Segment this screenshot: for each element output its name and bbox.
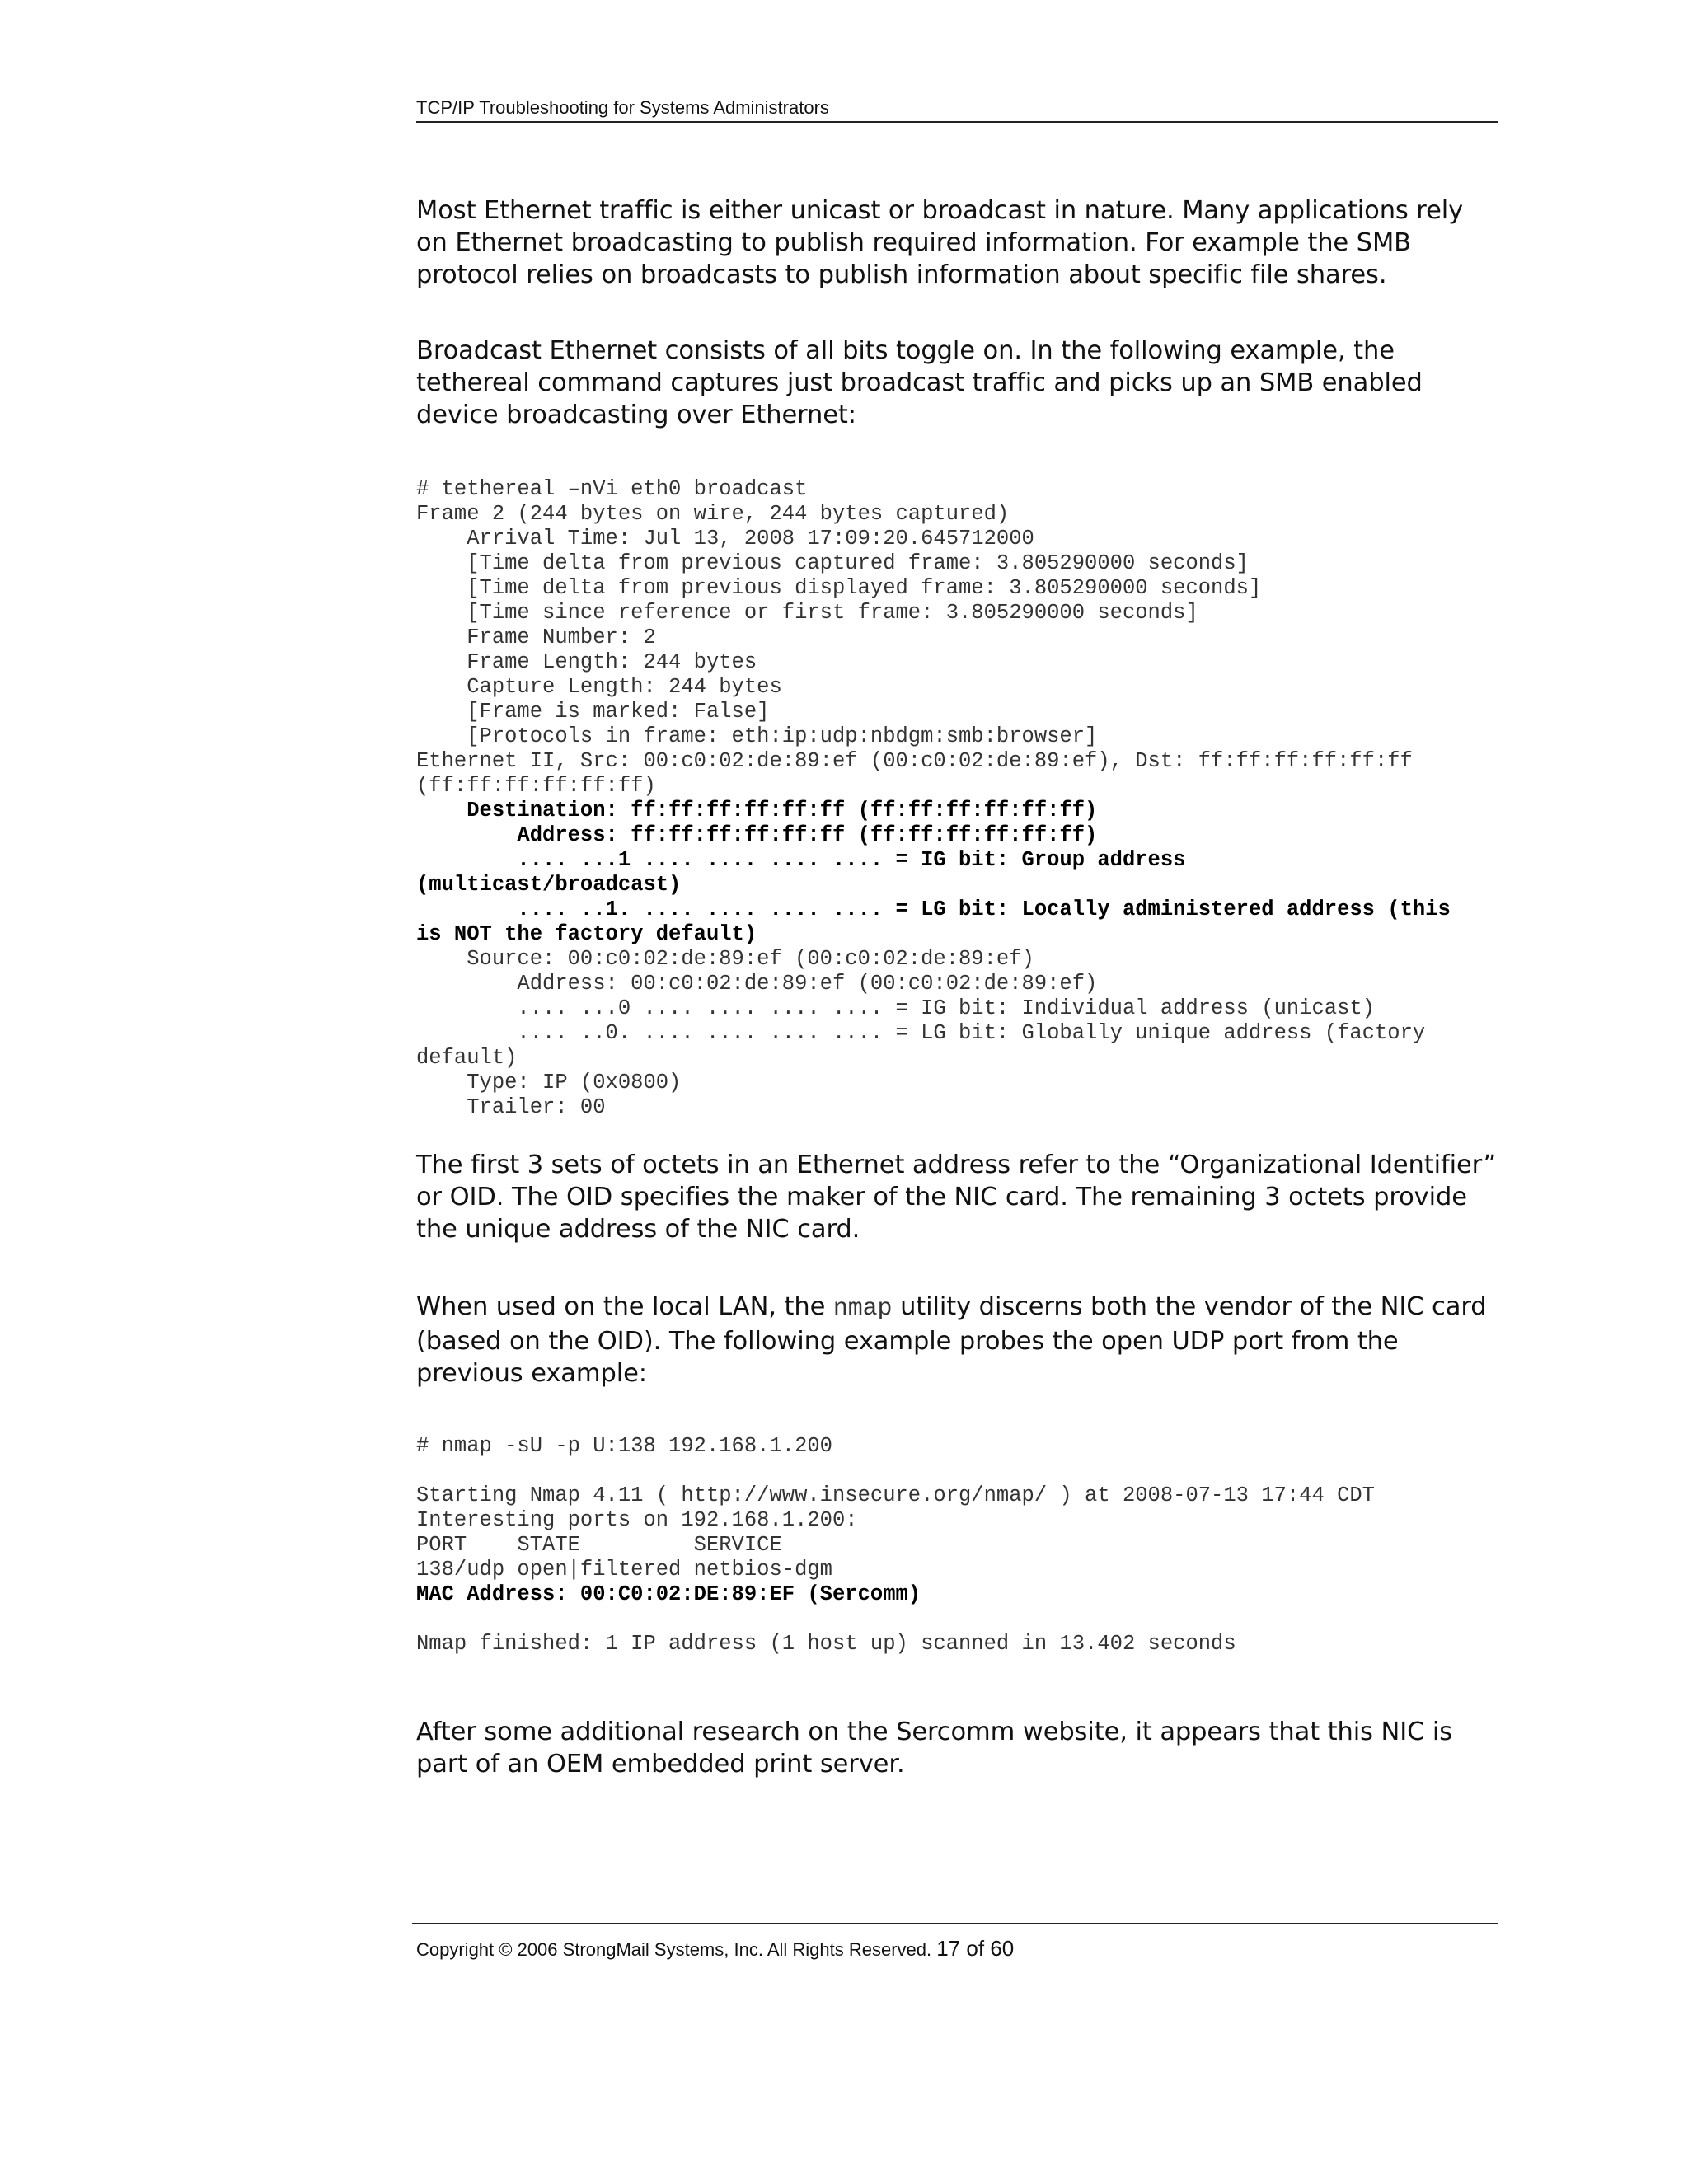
code-line: .... ...1 .... .... .... .... = IG bit: Group address	[416, 848, 1186, 872]
page-header	[416, 97, 1498, 123]
page-number: 17 of 60	[936, 1936, 1015, 1961]
code-line: Trailer: 00	[416, 1095, 606, 1119]
code-line: MAC Address: 00:C0:02:DE:89:EF (Sercomm)	[416, 1582, 921, 1606]
code-line: Arrival Time: Jul 13, 2008 17:09:20.645712000	[416, 527, 1034, 551]
paragraph-sercomm: After some additional research on the Sercomm website, it appears that this NIC is part of an OEM embedded print server.	[416, 1718, 1453, 1779]
code-line: [Time delta from previous captured frame: 3.805290000 seconds]	[416, 551, 1249, 575]
code-line: # nmap -sU -p U:138 192.168.1.200	[416, 1434, 832, 1458]
code-line: Source: 00:c0:02:de:89:ef (00:c0:02:de:89:ef)	[416, 947, 1034, 971]
code-line: Type: IP (0x0800)	[416, 1071, 682, 1094]
nmap-inline-code: nmap	[832, 1295, 893, 1323]
code-line: Nmap finished: 1 IP address (1 host up) scanned in 13.402 seconds	[416, 1632, 1236, 1656]
code-line: 138/udp open|filtered netbios-dgm	[416, 1558, 832, 1582]
paragraph-ethernet-traffic: Most Ethernet traffic is either unicast or broadcast in nature. Many applications rely on Ethernet broadcasting to publish required information. For example the SMB protocol relies on broadcasts to publish information about specific file shares.	[416, 196, 1464, 289]
page-footer	[412, 1923, 1498, 1961]
paragraph-oid: The first 3 sets of octets in an Ethernet address refer to the “Organizational Identifier” or OID. The OID specifies the maker of the NIC card. The remaining 3 octets provide the unique address of the NIC card.	[416, 1151, 1497, 1244]
code-line: PORT STATE SERVICE	[416, 1533, 782, 1557]
code-line: .... ...0 .... .... .... .... = IG bit: Individual address (unicast)	[416, 996, 1375, 1020]
code-line: Destination: ff:ff:ff:ff:ff:ff (ff:ff:ff:ff:ff:ff)	[416, 799, 1098, 823]
code-line: Address: ff:ff:ff:ff:ff:ff (ff:ff:ff:ff:ff:ff)	[416, 823, 1098, 847]
code-line	[416, 1459, 429, 1483]
code-line: [Time since reference or first frame: 3.805290000 seconds]	[416, 601, 1198, 625]
code-line: .... ..1. .... .... .... .... = LG bit: Locally administered address (this	[416, 898, 1451, 921]
code-line: Frame Length: 244 bytes	[416, 650, 757, 674]
code-line	[416, 1607, 429, 1631]
code-line: [Frame is marked: False]	[416, 700, 770, 724]
nmap-text-before: When used on the local LAN, the	[416, 1292, 833, 1321]
code-line: (multicast/broadcast)	[416, 873, 682, 897]
paragraph-nmap	[416, 1291, 1498, 1390]
footer-text	[416, 1936, 1014, 1961]
code-line: Ethernet II, Src: 00:c0:02:de:89:ef (00:c0:02:de:89:ef), Dst: ff:ff:ff:ff:ff:ff	[416, 749, 1413, 773]
header-title: TCP/IP Troubleshooting for Systems Administrators	[416, 97, 829, 118]
code-line: .... ..0. .... .... .... .... = LG bit: Globally unique address (factory	[416, 1021, 1426, 1045]
nmap-text-after: utility discerns both the vendor of the NIC card (based on the OID). The following example probes the open UDP port from the previous example:	[416, 1292, 1487, 1388]
code-line: # tethereal –nVi eth0 broadcast	[416, 477, 808, 501]
copyright-text: Copyright © 2006 StrongMail Systems, Inc. All Rights Reserved.	[416, 1939, 932, 1960]
code-block-nmap	[416, 1434, 1498, 1657]
code-line: Frame 2 (244 bytes on wire, 244 bytes captured)	[416, 502, 1010, 526]
code-line: (ff:ff:ff:ff:ff:ff)	[416, 774, 656, 798]
code-line: Address: 00:c0:02:de:89:ef (00:c0:02:de:89:ef)	[416, 972, 1098, 996]
code-line: is NOT the factory default)	[416, 922, 757, 946]
code-line: [Protocols in frame: eth:ip:udp:nbdgm:smb:browser]	[416, 724, 1098, 748]
code-line: Starting Nmap 4.11 ( http://www.insecure.org/nmap/ ) at 2008-07-13 17:44 CDT	[416, 1483, 1375, 1507]
code-block-tethereal	[416, 477, 1498, 1120]
code-line: Frame Number: 2	[416, 626, 656, 649]
code-line: Interesting ports on 192.168.1.200:	[416, 1508, 858, 1532]
code-line: default)	[416, 1046, 518, 1070]
code-line: [Time delta from previous displayed frame: 3.805290000 seconds]	[416, 576, 1262, 600]
paragraph-broadcast-ethernet: Broadcast Ethernet consists of all bits toggle on. In the following example, the tethereal command captures just broadcast traffic and picks up an SMB enabled device broadcasting over Ethernet:	[416, 336, 1423, 429]
code-line: Capture Length: 244 bytes	[416, 675, 782, 699]
